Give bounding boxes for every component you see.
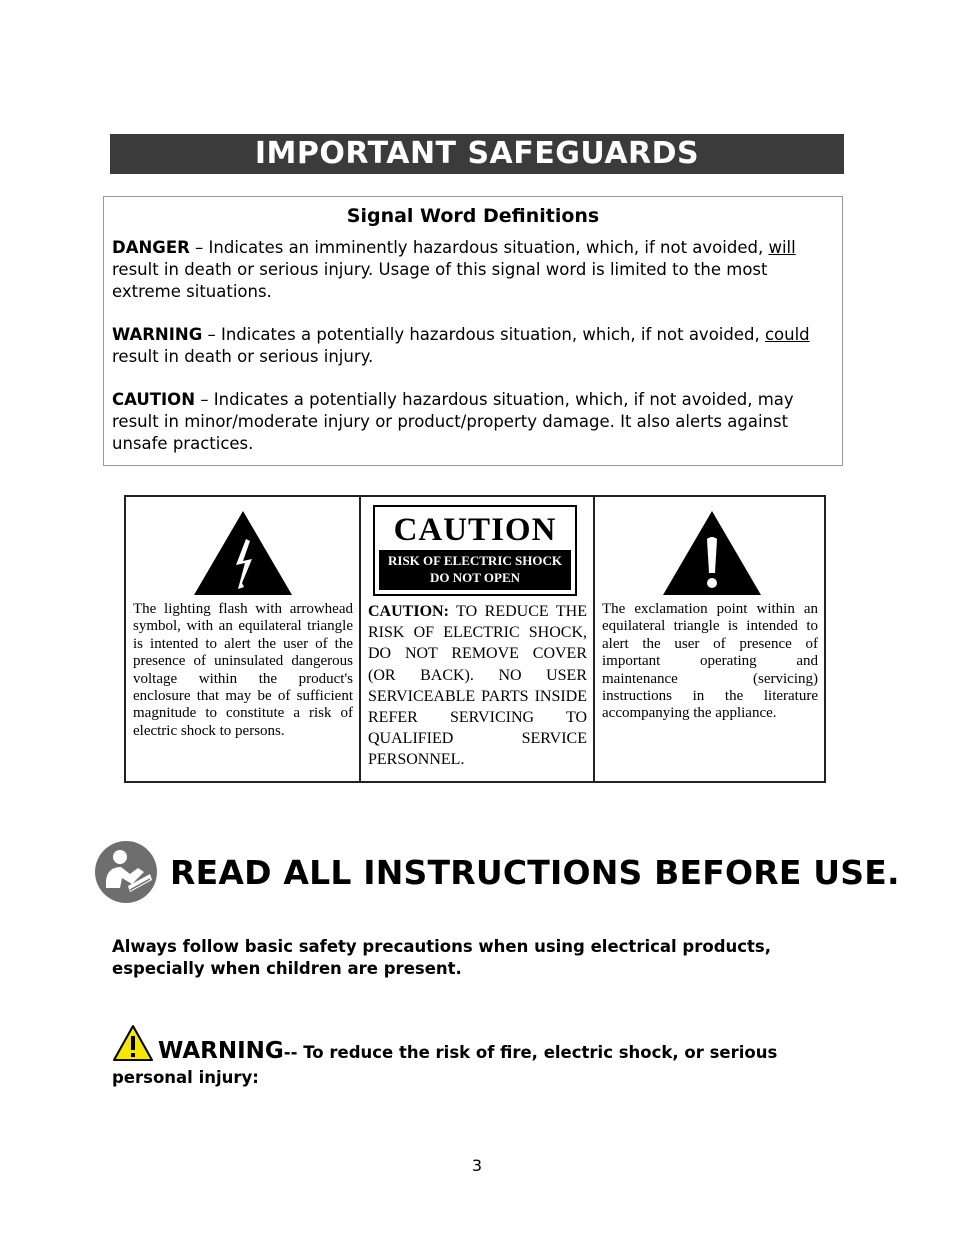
warning-emphasis: could bbox=[764, 325, 810, 344]
caution-word: CAUTION bbox=[393, 512, 557, 548]
section-banner bbox=[110, 134, 844, 174]
warning-text-a: – Indicates a potentially hazardous situation, which, if not avoided, bbox=[202, 325, 765, 344]
lightning-description: The lighting flash with arrowhead symbol, with an equilateral triangle is intented to alert the user of the presence of uninsulated dangerous voltage within the product's enclosure that may be of sufficient magnitude to constitute a risk of electric shock to persons. bbox=[133, 601, 353, 739]
caution-term: CAUTION bbox=[112, 390, 195, 409]
electric-shock-warning-label bbox=[124, 495, 826, 783]
banner-title: IMPORTANT SAFEGUARDS bbox=[254, 136, 700, 171]
warning-note bbox=[112, 1024, 836, 1090]
warning-definition bbox=[112, 324, 834, 368]
exclamation-triangle-icon bbox=[661, 509, 763, 597]
lightning-triangle-icon bbox=[192, 509, 294, 597]
warning-term: WARNING bbox=[112, 325, 203, 344]
strip-line-2: DO NOT OPEN bbox=[429, 570, 521, 585]
warning-text-b: result in death or serious injury. bbox=[112, 347, 374, 366]
caution-body: TO REDUCE THE RISK OF ELECTRIC SHOCK, DO NOT REMOVE COVER (OR BACK). NO USER SERVICEABLE PARTS INSIDE REFER SERVICING TO QUALIFIED SERVICE PERSONNEL. bbox=[368, 603, 587, 769]
warning-note-text: -- To reduce the risk of fire, electric shock, or serious personal injury: bbox=[112, 1043, 778, 1087]
signal-word-definitions-box bbox=[103, 196, 843, 466]
danger-emphasis: will bbox=[768, 238, 796, 257]
strip-line-1: RISK OF ELECTRIC SHOCK bbox=[388, 553, 562, 568]
danger-term: DANGER bbox=[112, 238, 190, 257]
warning-word: WARNING bbox=[158, 1038, 284, 1064]
signal-word-title: Signal Word Definitions bbox=[346, 205, 600, 227]
caution-lead: CAUTION: bbox=[368, 603, 449, 620]
lightning-panel bbox=[126, 497, 361, 781]
page-number: 3 bbox=[471, 1156, 483, 1175]
caution-strip bbox=[379, 550, 571, 590]
exclamation-description: The exclamation point within an equilateral triangle is intended to alert the user of presence of important operating and maintenance (servicing) instructions in the literature accompanying the appliance. bbox=[602, 601, 818, 722]
caution-instructions bbox=[368, 601, 587, 771]
caution-definition bbox=[112, 389, 834, 455]
exclamation-panel bbox=[595, 497, 824, 781]
read-all-heading: READ ALL INSTRUCTIONS BEFORE USE. bbox=[170, 853, 900, 892]
warning-triangle-icon bbox=[112, 1024, 154, 1062]
read-manual-icon bbox=[94, 840, 158, 904]
safety-precautions-text: Always follow basic safety precautions when using electrical products, especially when children are present. bbox=[112, 937, 772, 978]
danger-text-b: result in death or serious injury. Usage of this signal word is limited to the most extreme situations. bbox=[112, 260, 768, 301]
caution-sticker bbox=[373, 505, 577, 596]
danger-definition bbox=[112, 237, 834, 303]
danger-text-a: – Indicates an imminently hazardous situation, which, if not avoided, bbox=[189, 238, 769, 257]
caution-text: – Indicates a potentially hazardous situation, which, if not avoided, may result in minor/moderate injury or product/property damage. It also alerts against unsafe practices. bbox=[112, 390, 794, 453]
caution-panel bbox=[361, 497, 595, 781]
